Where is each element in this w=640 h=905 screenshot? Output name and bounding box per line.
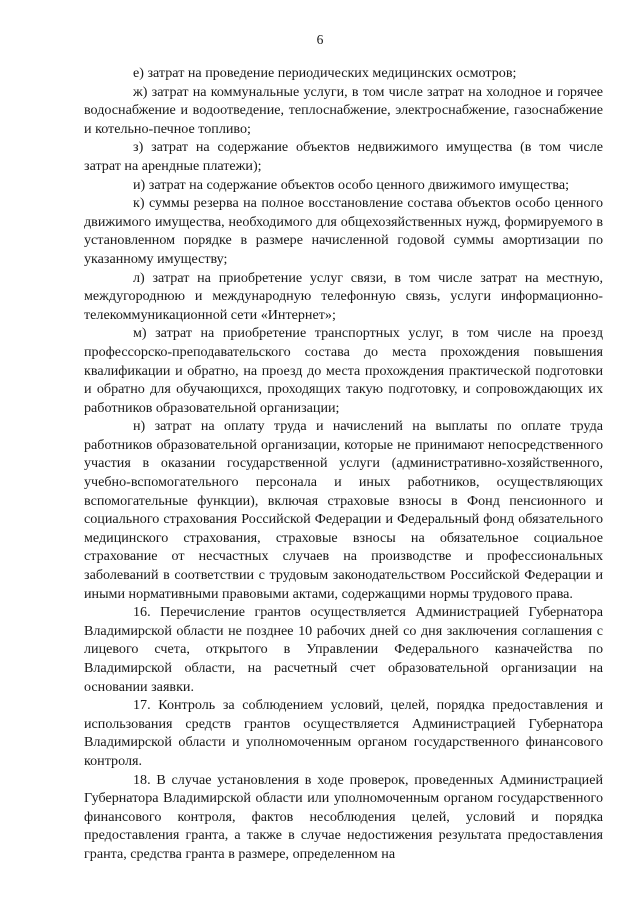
paragraph-item-zh: ж) затрат на коммунальные услуги, в том числе затрат на холодное и горячее водоснабжение и водоотведение, теплоснабжение, электроснабжение, газоснабжение и котельно-печное топливо; [84, 83, 603, 137]
paragraph-clause-16: 16. Перечисление грантов осуществляется Администрацией Губернатора Владимирской области не позднее 10 рабочих дней со дня заключения соглашения с лицевого счета, открытого в Управлении Федерального казначейства по Владимирской области, на расчетный счет образовательной организации на основании заявки. [84, 604, 603, 695]
paragraph-item-m: м) затрат на приобретение транспортных услуг, в том числе на проезд профессорско-преподавательского состава до места прохождения повышения квалификации и обратно, на проезд до места прохождения практической подготовки и обратно для обучающихся, проходящих такую подготовку, и сопровождающих их работников образовательной организации; [84, 325, 603, 416]
paragraph-item-z: з) затрат на содержание объектов недвижимого имущества (в том числе затрат на арендные платежи); [84, 139, 603, 174]
paragraph-item-k: к) суммы резерва на полное восстановление состава объектов особо ценного движимого имущества, необходимого для общехозяйственных нужд, формируемого в установленном порядке в размере начисленной годовой суммы амортизации по указанному имуществу; [84, 195, 603, 267]
document-body [84, 64, 603, 864]
paragraph-clause-18: 18. В случае установления в ходе проверок, проведенных Администрацией Губернатора Владимирской области или уполномоченным органом государственного финансового контроля, фактов несоблюдения целей, условий и порядка предоставления гранта, а также в случае недостижения результата предоставления гранта, средства гранта в размере, определенном на [84, 771, 603, 862]
paragraph-clause-17: 17. Контроль за соблюдением условий, целей, порядка предоставления и использования средств грантов осуществляется Администрацией Губернатора Владимирской области и уполномоченным органом государственного финансового контроля. [84, 697, 603, 769]
paragraph-item-e: е) затрат на проведение периодических медицинских осмотров; [133, 65, 517, 81]
page-number: 6 [316, 32, 324, 47]
paragraph-item-n: н) затрат на оплату труда и начислений на выплаты по оплате труда работников образовательной организации, которые не принимают непосредственного участия в оказании государственной услуги (административно-хозяйственного, учебно-вспомогательного персонала и иных работников, осуществляющих вспомогательные функции), включая страховые взносы в Фонд пенсионного и социального страхования Российской Федерации и Федеральный фонд обязательного медицинского страхования, страховые взносы на обязательное социальное страхование от несчастных случаев на производстве и профессиональных заболеваний в соответствии с трудовым законодательством Российской Федерации и иными нормативными правовыми актами, содержащими нормы трудового права. [84, 418, 603, 602]
paragraph-item-l: л) затрат на приобретение услуг связи, в том числе затрат на местную, междугороднюю и международную телефонную связь, услуги информационно-телекоммуникационной сети «Интернет»; [84, 269, 603, 323]
paragraph-item-i: и) затрат на содержание объектов особо ценного движимого имущества; [133, 176, 569, 193]
